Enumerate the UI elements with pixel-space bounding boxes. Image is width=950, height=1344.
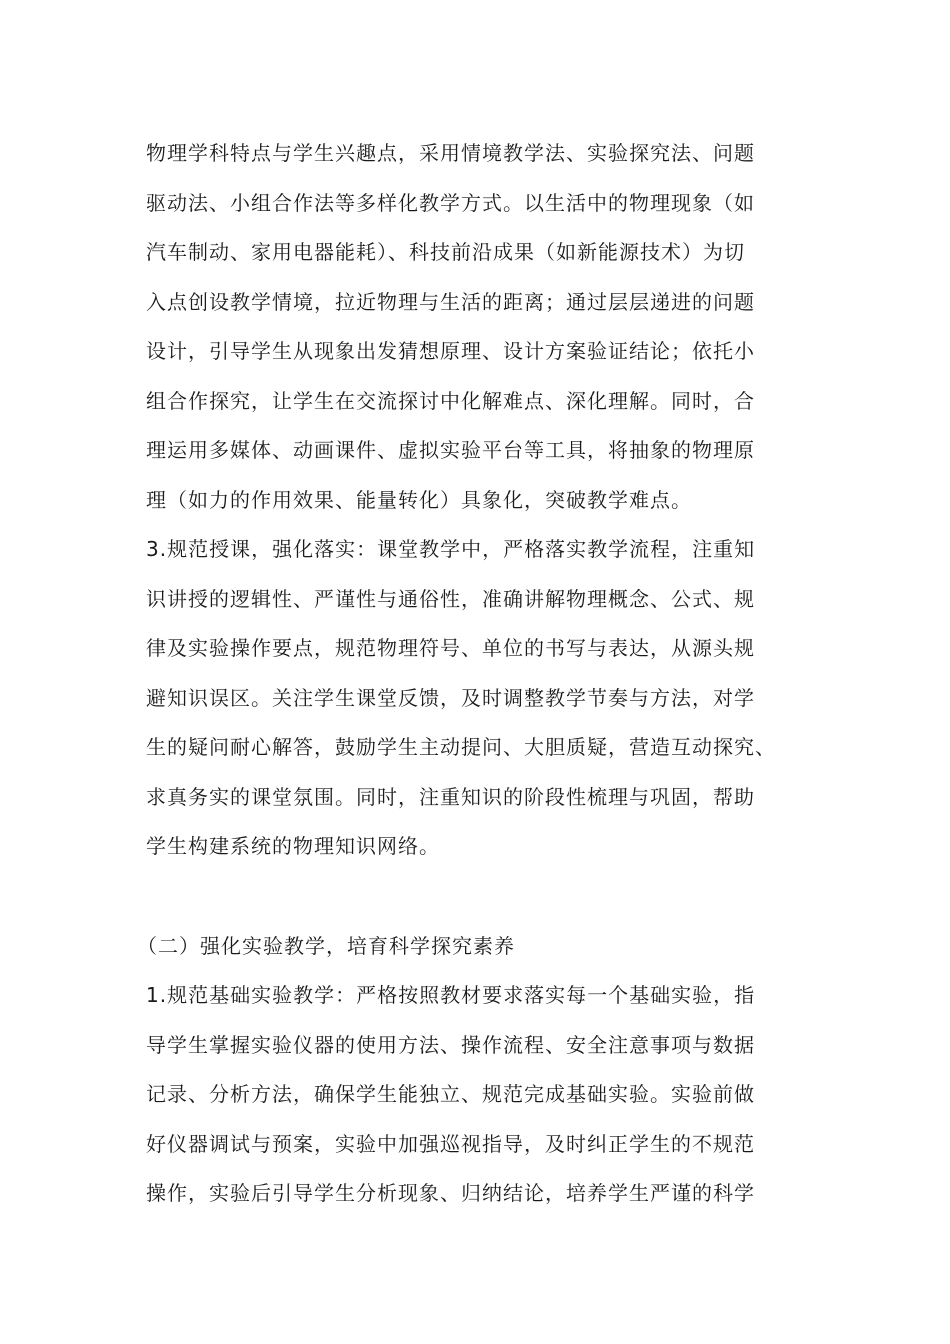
text-line: 导学生掌握实验仪器的使用方法、操作流程、安全注意事项与数据 bbox=[146, 1033, 755, 1057]
list-item-start: 1.规范基础实验教学：严格按照教材要求落实每一个基础实验，指 bbox=[146, 983, 756, 1007]
list-item-start: 3.规范授课，强化落实：课堂教学中，严格落实教学流程，注重知 bbox=[146, 537, 756, 561]
text-line: 汽车制动、家用电器能耗）、科技前沿成果（如新能源技术）为切 bbox=[146, 240, 745, 264]
text-line: 律及实验操作要点，规范物理符号、单位的书写与表达，从源头规 bbox=[146, 636, 755, 660]
text-line: 求真务实的课堂氛围。同时，注重知识的阶段性梳理与巩固，帮助 bbox=[146, 785, 755, 809]
text-line: 物理学科特点与学生兴趣点，采用情境教学法、实验探究法、问题 bbox=[146, 141, 755, 165]
text-line: 理（如力的作用效果、能量转化）具象化，突破教学难点。 bbox=[146, 488, 692, 512]
text-line: 理运用多媒体、动画课件、虚拟实验平台等工具，将抽象的物理原 bbox=[146, 438, 755, 462]
text-line: 组合作探究，让学生在交流探讨中化解难点、深化理解。同时，合 bbox=[146, 389, 755, 413]
text-line: 设计，引导学生从现象出发猜想原理、设计方案验证结论；依托小 bbox=[146, 339, 755, 363]
text-line: 入点创设教学情境，拉近物理与生活的距离；通过层层递进的问题 bbox=[146, 290, 755, 314]
text-line: 驱动法、小组合作法等多样化教学方式。以生活中的物理现象（如 bbox=[146, 191, 755, 215]
text-line: 生的疑问耐心解答，鼓励学生主动提问、大胆质疑，营造互动探究、 bbox=[146, 735, 776, 759]
text-line: 好仪器调试与预案，实验中加强巡视指导，及时纠正学生的不规范 bbox=[146, 1132, 755, 1156]
text-line: 识讲授的逻辑性、严谨性与通俗性，准确讲解物理概念、公式、规 bbox=[146, 587, 755, 611]
section-heading: （二）强化实验教学，培育科学探究素养 bbox=[137, 934, 515, 958]
text-line: 学生构建系统的物理知识网络。 bbox=[146, 834, 440, 858]
text-line: 避知识误区。关注学生课堂反馈，及时调整教学节奏与方法，对学 bbox=[146, 686, 755, 710]
text-line: 记录、分析方法，确保学生能独立、规范完成基础实验。实验前做 bbox=[146, 1082, 755, 1106]
text-line: 操作，实验后引导学生分析现象、归纳结论，培养学生严谨的科学 bbox=[146, 1181, 755, 1205]
